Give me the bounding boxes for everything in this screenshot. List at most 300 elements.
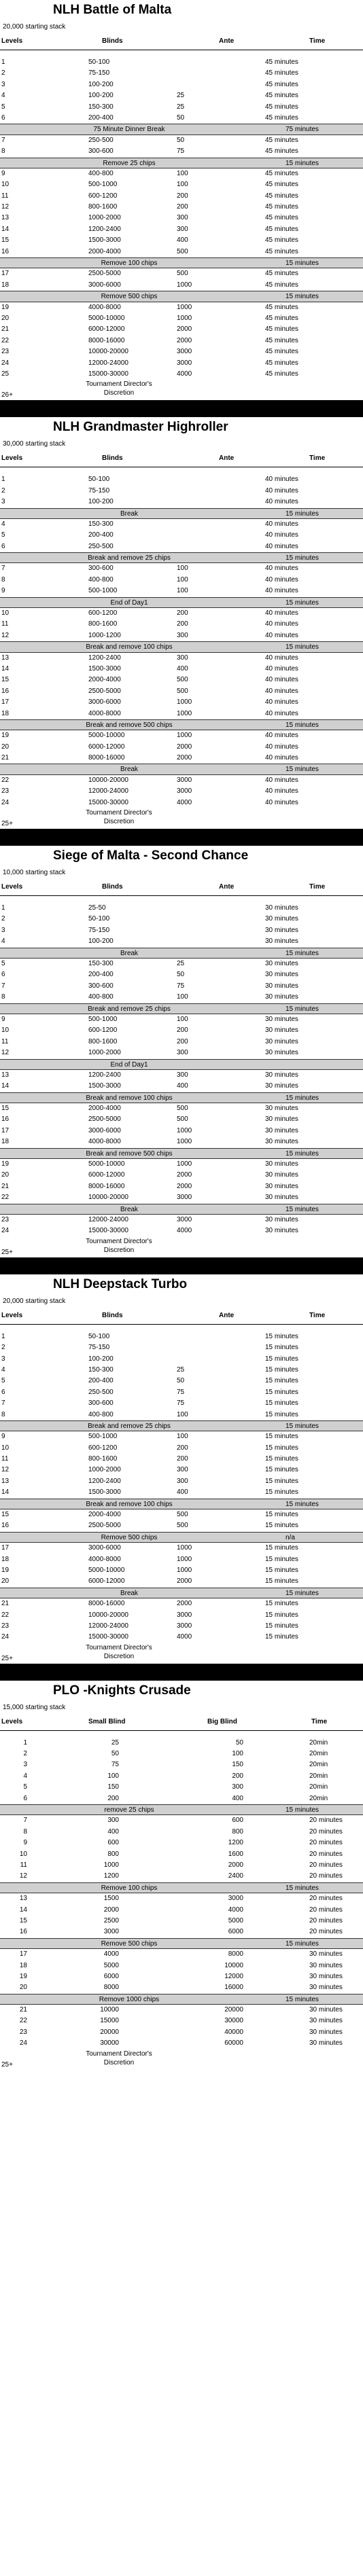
level-row — [0, 1159, 363, 1170]
level-row — [0, 1398, 363, 1409]
level-number: 15 — [19, 1916, 27, 1925]
level-row — [0, 1037, 363, 1048]
level-number: 16 — [1, 247, 10, 255]
time-value: 30 minutes — [265, 982, 298, 990]
level-number: 3 — [1, 926, 5, 934]
level-row — [0, 1871, 363, 1882]
small-blind: 1200 — [103, 1872, 119, 1880]
level-row — [0, 1815, 363, 1826]
level-row — [0, 1354, 363, 1365]
level-row — [0, 903, 363, 914]
time-value: 45 minutes — [265, 58, 298, 66]
level-number: 9 — [23, 1839, 27, 1847]
blinds-value: 300-600 — [88, 565, 114, 573]
blinds-value: 150-300 — [88, 1365, 114, 1374]
ante-value: 100 — [177, 1433, 188, 1441]
time-header: Time — [309, 1311, 326, 1319]
break-label: Remove 500 chips — [101, 1533, 158, 1541]
level-row — [0, 369, 363, 380]
level-row — [0, 247, 363, 257]
level-number: 7 — [1, 136, 5, 144]
blinds-value: 2500-5000 — [88, 687, 121, 695]
discretion-row — [0, 808, 363, 829]
small-blind: 5000 — [103, 1961, 119, 1969]
blinds-value: 200-400 — [88, 113, 114, 122]
level-row — [0, 1048, 363, 1058]
break-label: Break — [120, 949, 139, 957]
level-number: 13 — [1, 1071, 10, 1079]
time-value: 45 minutes — [265, 169, 298, 177]
level-row — [0, 113, 363, 124]
ante-value: 1000 — [177, 1160, 192, 1168]
discretion-text — [61, 1643, 177, 1661]
ante-value: 3000 — [177, 776, 192, 784]
break-time: 15 minutes — [286, 1149, 319, 1158]
blinds-value: 250-500 — [88, 542, 114, 550]
level-row — [0, 1376, 363, 1387]
time-value: 40 minutes — [265, 664, 298, 673]
ante-value: 2000 — [177, 1577, 192, 1586]
ante-value: 1000 — [177, 1566, 192, 1574]
discretion-row — [0, 380, 363, 400]
level-row — [0, 709, 363, 719]
small-blind: 150 — [107, 1783, 119, 1791]
break-time: 15 minutes — [286, 766, 319, 774]
ante-header: Ante — [219, 37, 235, 45]
break-label: Break and remove 25 chips — [88, 1422, 171, 1430]
blinds-value: 1200-2400 — [88, 654, 121, 662]
blinds-value: 10000-20000 — [88, 776, 128, 784]
blinds-value: 800-1600 — [88, 203, 118, 211]
level-number: 1 — [1, 904, 5, 912]
time-value: 30 minutes — [265, 1215, 298, 1223]
level-number: 2 — [23, 1750, 27, 1758]
ante-value: 50 — [177, 971, 185, 979]
table-header — [0, 450, 363, 467]
blinds-value: 4000-8000 — [88, 1555, 121, 1563]
time-value: 30 minutes — [265, 926, 298, 934]
level-number: 2 — [1, 915, 5, 923]
time-value: 15 minutes — [265, 1555, 298, 1563]
level-row — [0, 653, 363, 664]
level-row — [0, 1487, 363, 1498]
blinds-value: 250-500 — [88, 136, 114, 144]
blinds-value: 5000-10000 — [88, 732, 125, 740]
level-number: 12 — [1, 631, 10, 639]
blinds-value: 200-400 — [88, 971, 114, 979]
level-number: 2 — [1, 69, 5, 77]
tournament-section — [0, 0, 363, 400]
time-value: 45 minutes — [265, 181, 298, 189]
level-number: 18 — [19, 1961, 27, 1969]
time-value: 15 minutes — [265, 1344, 298, 1352]
blinds-value: 1200-2400 — [88, 225, 121, 233]
level-row — [0, 1126, 363, 1137]
break-row — [0, 1059, 363, 1070]
level-row — [0, 1793, 363, 1804]
level-number: 8 — [1, 147, 5, 156]
level-number: 11 — [20, 1861, 27, 1869]
blinds-value: 50-100 — [88, 476, 110, 484]
level-number: 22 — [1, 336, 10, 344]
level-number: 24 — [1, 1633, 10, 1641]
level-row — [0, 1431, 363, 1442]
break-label: Break — [120, 509, 139, 518]
blinds-value: 1000-2000 — [88, 214, 121, 222]
time-value: 30 minutes — [309, 1950, 343, 1958]
time-value: 15 minutes — [265, 1511, 298, 1519]
level-number: 14 — [1, 664, 10, 673]
level-number: 20 — [1, 314, 10, 322]
level-number: 6 — [23, 1794, 27, 1802]
small-blind: 2000 — [103, 1906, 119, 1914]
ante-value: 300 — [177, 1477, 188, 1485]
ante-value: 3000 — [177, 1194, 192, 1202]
starting-stack: 30,000 starting stack — [3, 440, 66, 448]
time-header: Time — [309, 37, 326, 45]
blinds-value: 12000-24000 — [88, 1622, 128, 1630]
small-blind: 600 — [107, 1839, 119, 1847]
time-value: 30 minutes — [265, 1115, 298, 1124]
level-number: 23 — [1, 1215, 10, 1223]
level-number: 6 — [1, 542, 5, 550]
blinds-header: Blinds — [102, 1311, 123, 1319]
level-number: 22 — [19, 2017, 27, 2025]
break-time: 15 minutes — [286, 1884, 319, 1892]
ante-value: 400 — [177, 1082, 188, 1090]
time-value: 20min — [309, 1750, 328, 1758]
discretion-text — [61, 808, 177, 826]
blinds-value: 600-1200 — [88, 192, 118, 200]
blinds-value: 6000-12000 — [88, 1577, 125, 1586]
level-number: 4 — [1, 1365, 5, 1374]
blinds-value: 300-600 — [88, 982, 114, 990]
final-level: 25+ — [1, 1654, 13, 1662]
level-number: 14 — [1, 225, 10, 233]
level-row — [0, 1170, 363, 1181]
level-row — [0, 1565, 363, 1576]
time-value: 15 minutes — [265, 1433, 298, 1441]
spacer-row — [0, 50, 363, 57]
break-row — [0, 291, 363, 302]
level-row — [0, 969, 363, 980]
big-blind: 50 — [235, 1738, 243, 1747]
blinds-value: 75-150 — [88, 926, 110, 934]
time-value: 45 minutes — [265, 113, 298, 122]
level-number: 13 — [1, 214, 10, 222]
break-label: 75 Minute Dinner Break — [93, 126, 165, 134]
time-value: 45 minutes — [265, 325, 298, 334]
time-value: 15 minutes — [265, 1377, 298, 1385]
level-number: 6 — [1, 1388, 5, 1396]
time-value: 45 minutes — [265, 103, 298, 111]
time-value: 45 minutes — [265, 92, 298, 100]
time-value: 15 minutes — [265, 1355, 298, 1363]
levels-header: Levels — [1, 1311, 23, 1319]
time-value: 40 minutes — [265, 787, 298, 795]
level-row — [0, 224, 363, 235]
time-value: 20 minutes — [309, 1850, 343, 1858]
level-row — [0, 1342, 363, 1353]
level-row — [0, 1465, 363, 1475]
level-row — [0, 1759, 363, 1770]
level-number: 5 — [1, 960, 5, 967]
blinds-value: 5000-10000 — [88, 314, 125, 322]
spacer-row — [0, 1731, 363, 1738]
break-time: 15 minutes — [286, 949, 319, 957]
break-time: n/a — [286, 1533, 295, 1541]
level-number: 7 — [1, 565, 5, 573]
small-blind: 4000 — [103, 1950, 119, 1958]
final-level: 25+ — [1, 1248, 13, 1256]
level-number: 1 — [1, 58, 5, 66]
break-time: 15 minutes — [286, 260, 319, 268]
time-value: 30 minutes — [265, 1227, 298, 1235]
ante-value: 2000 — [177, 1182, 192, 1190]
break-time: 15 minutes — [286, 1094, 319, 1102]
level-number: 21 — [1, 325, 10, 334]
level-number: 7 — [23, 1817, 27, 1825]
blinds-value: 2500-5000 — [88, 1522, 121, 1530]
level-number: 4 — [23, 1772, 27, 1780]
blinds-value: 150-300 — [88, 960, 114, 967]
level-number: 16 — [19, 1928, 27, 1936]
level-row — [0, 1860, 363, 1871]
time-value: 40 minutes — [265, 476, 298, 484]
level-row — [0, 1554, 363, 1565]
blinds-value: 50-100 — [88, 1332, 110, 1340]
level-row — [0, 1476, 363, 1487]
blinds-value: 200-400 — [88, 1377, 114, 1385]
small-blind: 8000 — [103, 1984, 119, 1992]
level-number: 2 — [1, 1344, 5, 1352]
level-number: 22 — [1, 776, 10, 784]
starting-stack: 20,000 starting stack — [3, 23, 66, 31]
level-number: 23 — [1, 348, 10, 356]
level-number: 5 — [1, 531, 5, 539]
level-number: 5 — [1, 103, 5, 111]
level-number: 10 — [1, 181, 10, 189]
ante-value: 400 — [177, 1488, 188, 1497]
level-number: 17 — [19, 1950, 27, 1958]
ante-value: 1000 — [177, 281, 192, 289]
level-row — [0, 2005, 363, 2016]
level-number: 21 — [19, 2006, 27, 2014]
level-number: 24 — [1, 1227, 10, 1235]
level-number: 6 — [1, 113, 5, 122]
discretion-row — [0, 1237, 363, 1257]
level-number: 19 — [1, 1160, 10, 1168]
level-row — [0, 324, 363, 335]
break-label: Break — [120, 766, 139, 774]
blinds-value: 500-1000 — [88, 1015, 118, 1023]
level-row — [0, 336, 363, 346]
blinds-value: 100-200 — [88, 498, 114, 506]
level-number: 17 — [1, 698, 10, 706]
ante-value: 50 — [177, 113, 185, 122]
time-value: 45 minutes — [265, 69, 298, 77]
small-blind: 300 — [107, 1817, 119, 1825]
break-time: 75 minutes — [286, 126, 319, 134]
level-number: 8 — [23, 1827, 27, 1836]
break-row — [0, 1804, 363, 1815]
level-row — [0, 1971, 363, 1982]
level-number: 7 — [1, 982, 5, 990]
level-row — [0, 753, 363, 764]
time-value: 15 minutes — [265, 1488, 298, 1497]
level-number: 14 — [1, 1082, 10, 1090]
final-level: 25+ — [1, 820, 13, 828]
blinds-value: 600-1200 — [88, 1444, 118, 1452]
blinds-value: 3000-6000 — [88, 698, 121, 706]
level-row — [0, 1114, 363, 1125]
level-number: 24 — [1, 359, 10, 367]
big-blind: 400 — [232, 1794, 243, 1802]
level-number: 9 — [1, 587, 5, 595]
time-value: 45 minutes — [265, 359, 298, 367]
level-row — [0, 730, 363, 741]
big-blind: 6000 — [228, 1928, 243, 1936]
break-row — [0, 719, 363, 730]
ante-value: 200 — [177, 620, 188, 628]
break-row — [0, 948, 363, 959]
blinds-value: 500-1000 — [88, 587, 118, 595]
ante-value: 4000 — [177, 1227, 192, 1235]
break-time: 15 minutes — [286, 1939, 319, 1948]
tournament-section — [0, 829, 363, 1257]
level-number: 19 — [1, 732, 10, 740]
time-value: 30 minutes — [265, 1194, 298, 1202]
ante-value: 100 — [177, 575, 188, 584]
blinds-value: 5000-10000 — [88, 1566, 125, 1574]
discretion-line: Discretion — [103, 1652, 135, 1660]
blinds-value: 150-300 — [88, 520, 114, 528]
tournament-title: NLH Deepstack Turbo — [53, 1276, 188, 1291]
level-row — [0, 1410, 363, 1420]
blinds-value: 2000-4000 — [88, 1105, 121, 1113]
time-value: 30 minutes — [265, 1082, 298, 1090]
level-number: 5 — [1, 1377, 5, 1385]
discretion-row — [0, 2050, 363, 2070]
time-value: 15 minutes — [265, 1522, 298, 1530]
time-value: 30 minutes — [309, 2006, 343, 2014]
big-blind: 300 — [232, 1783, 243, 1791]
level-number: 19 — [19, 1972, 27, 1980]
blinds-value: 2000-4000 — [88, 1511, 121, 1519]
level-row — [0, 586, 363, 596]
ante-value: 75 — [177, 1399, 185, 1408]
levels-header: Levels — [1, 1717, 23, 1725]
ante-value: 200 — [177, 1026, 188, 1035]
level-row — [0, 358, 363, 369]
ante-header: Ante — [219, 1311, 235, 1319]
ante-value: 500 — [177, 1105, 188, 1113]
level-number: 20 — [1, 1171, 10, 1179]
break-label: Break and remove 100 chips — [86, 643, 173, 651]
blinds-value: 6000-12000 — [88, 325, 125, 334]
level-number: 14 — [19, 1906, 27, 1914]
level-number: 17 — [1, 1126, 10, 1134]
time-value: 15 minutes — [265, 1566, 298, 1574]
big-blind: 1600 — [228, 1850, 243, 1858]
level-row — [0, 268, 363, 279]
big-blind: 12000 — [224, 1972, 243, 1980]
time-value: 45 minutes — [265, 225, 298, 233]
break-time: 15 minutes — [286, 1995, 319, 2003]
time-value: 40 minutes — [265, 709, 298, 717]
big-blind: 600 — [232, 1817, 243, 1825]
blinds-value: 4000-8000 — [88, 1138, 121, 1146]
ante-value: 100 — [177, 587, 188, 595]
level-row — [0, 1849, 363, 1860]
level-row — [0, 1576, 363, 1587]
break-label: Break and remove 100 chips — [86, 1094, 173, 1102]
level-row — [0, 1916, 363, 1927]
level-row — [0, 474, 363, 485]
time-value: 45 minutes — [265, 348, 298, 356]
small-blind: 30000 — [100, 2039, 119, 2047]
ante-value: 500 — [177, 687, 188, 695]
level-row — [0, 914, 363, 925]
blinds-value: 12000-24000 — [88, 1215, 128, 1223]
level-number: 11 — [1, 1037, 9, 1045]
time-value: 30 minutes — [265, 1049, 298, 1057]
break-label: Break — [120, 1589, 139, 1597]
level-row — [0, 775, 363, 786]
level-row — [0, 2027, 363, 2038]
level-number: 2 — [1, 486, 5, 495]
level-row — [0, 742, 363, 753]
level-row — [0, 959, 363, 969]
blinds-value: 1500-3000 — [88, 236, 121, 245]
final-level: 26+ — [1, 391, 13, 399]
ante-value: 100 — [177, 169, 188, 177]
level-number: 6 — [1, 971, 5, 979]
break-row — [0, 1499, 363, 1509]
time-value: 30 minutes — [309, 1984, 343, 1992]
level-row — [0, 1520, 363, 1531]
big-blind: 40000 — [224, 2028, 243, 2036]
discretion-line: Discretion — [103, 818, 135, 826]
big-blind: 200 — [232, 1772, 243, 1780]
small-blind: 50 — [111, 1750, 119, 1758]
break-label: Remove 500 chips — [101, 293, 158, 301]
ante-value: 500 — [177, 1522, 188, 1530]
spacer-row — [0, 896, 363, 903]
time-value: 20min — [309, 1783, 328, 1791]
time-value: 15 minutes — [265, 1622, 298, 1630]
big-blind: 150 — [232, 1761, 243, 1769]
blinds-value: 8000-16000 — [88, 1600, 125, 1608]
tournament-section — [0, 1257, 363, 1664]
blinds-value: 50-100 — [88, 58, 110, 66]
discretion-row — [0, 1643, 363, 1664]
time-value: 15 minutes — [265, 1410, 298, 1418]
ante-value: 500 — [177, 1511, 188, 1519]
time-value: 30 minutes — [265, 1126, 298, 1134]
time-value: 20 minutes — [309, 1872, 343, 1880]
blinds-value: 15000-30000 — [88, 370, 128, 378]
time-value: 40 minutes — [265, 542, 298, 550]
level-number: 5 — [23, 1783, 27, 1791]
level-number: 11 — [1, 192, 9, 200]
time-value: 30 minutes — [265, 904, 298, 912]
level-number: 7 — [1, 1399, 5, 1408]
time-value: 30 minutes — [265, 960, 298, 967]
level-row — [0, 1014, 363, 1025]
break-row — [0, 1938, 363, 1949]
level-number: 18 — [1, 1138, 10, 1146]
